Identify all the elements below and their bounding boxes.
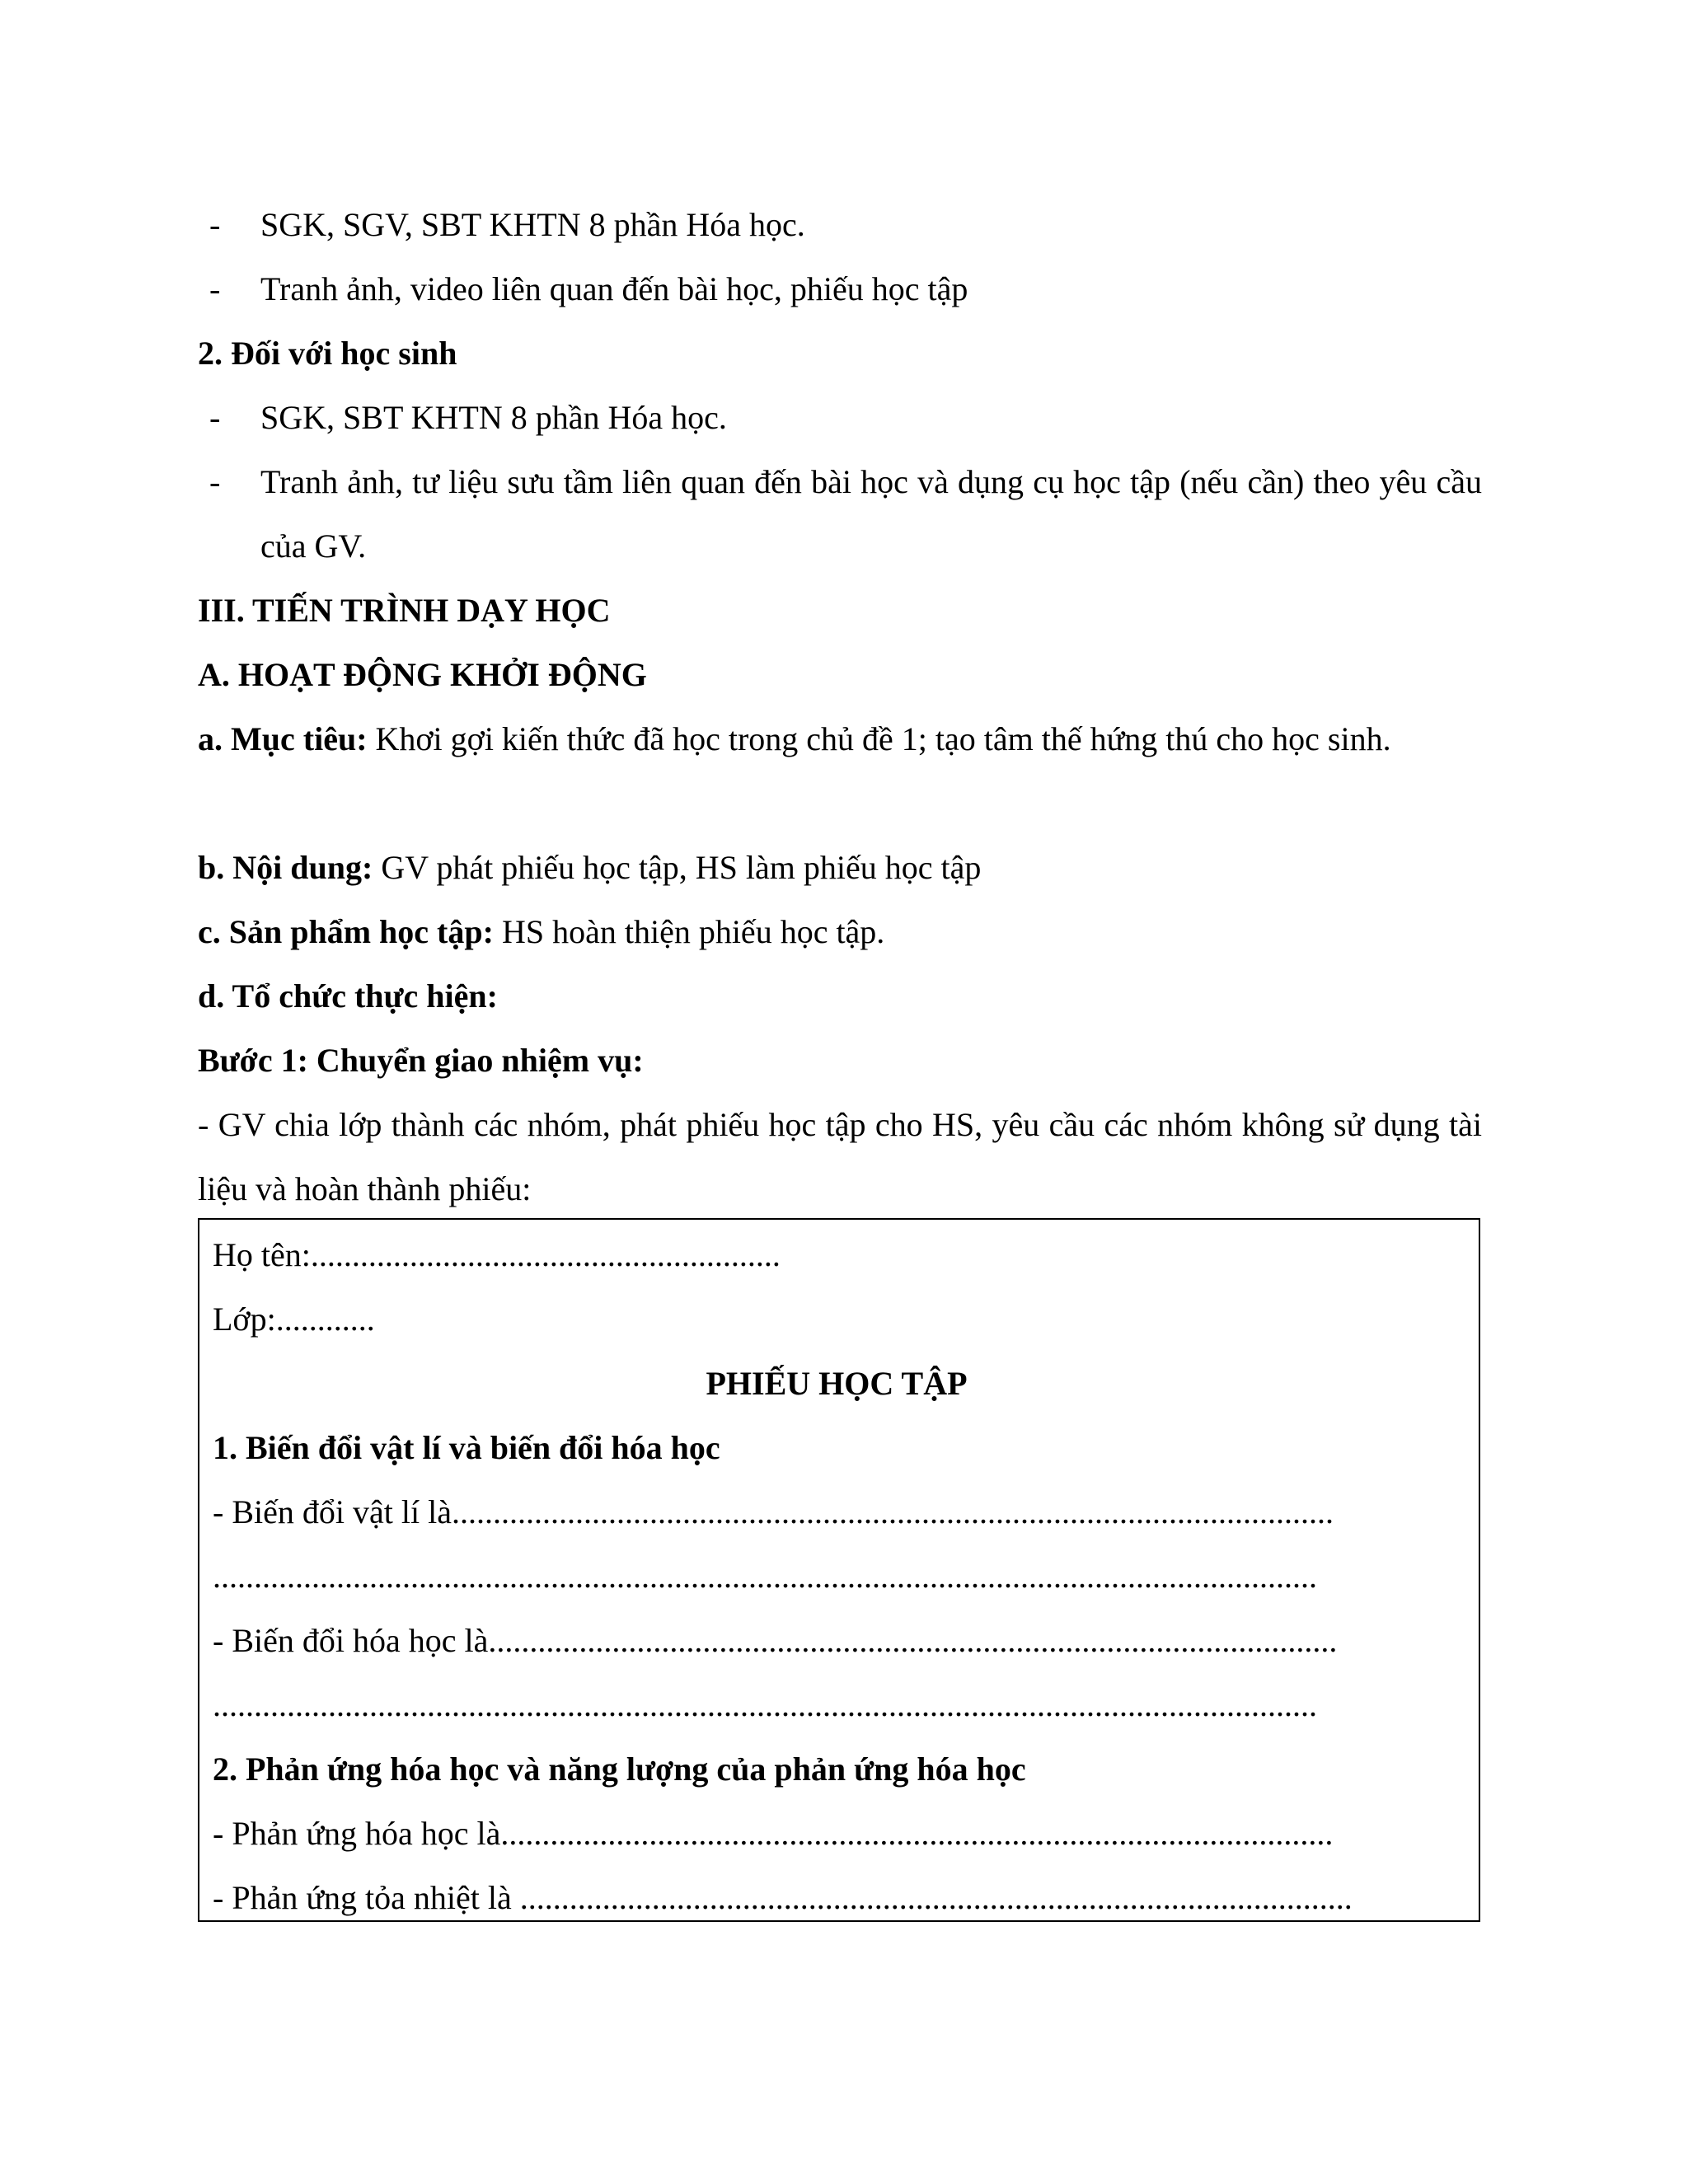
worksheet-section-2-title: 2. Phản ứng hóa học và năng lượng của phản ứng hóa học bbox=[213, 1750, 1026, 1788]
content-text: GV phát phiếu học tập, HS làm phiếu học tập bbox=[373, 849, 982, 886]
section-heading-students: 2. Đối với học sinh bbox=[198, 335, 457, 372]
blank-answer-line: ...................................................................................................................................... bbox=[213, 1686, 1317, 1723]
section-heading-a: A. HOẠT ĐỘNG KHỞI ĐỘNG bbox=[198, 656, 647, 693]
section-heading-iii: III. TIẾN TRÌNH DẠY HỌC bbox=[198, 592, 611, 629]
bullet-dash: - bbox=[209, 206, 221, 243]
step1-heading: Bước 1: Chuyển giao nhiệm vụ: bbox=[198, 1042, 644, 1079]
list-item-text: SGK, SBT KHTN 8 phần Hóa học. bbox=[260, 399, 727, 436]
class-field-line: Lớp:............ bbox=[213, 1301, 375, 1338]
worksheet-box bbox=[198, 1218, 1480, 1922]
chemical-reaction-line: - Phản ứng hóa học là..................................................................................................... bbox=[213, 1815, 1334, 1852]
chemical-change-line: - Biến đổi hóa học là....................................................................................................... bbox=[213, 1622, 1338, 1659]
list-item-text: Tranh ảnh, tư liệu sưu tầm liên quan đến bài học và dụng cụ học tập (nếu cần) theo yêu cầu của GV. bbox=[260, 463, 1482, 565]
objective-text: Khơi gợi kiến thức đã học trong chủ đề 1; tạo tâm thế hứng thú cho học sinh. bbox=[367, 720, 1391, 757]
content-paragraph bbox=[198, 836, 1482, 900]
bullet-dash: - bbox=[209, 270, 221, 307]
bullet-dash: - bbox=[209, 463, 221, 500]
document-body bbox=[198, 193, 1482, 1221]
list-item bbox=[198, 450, 1482, 579]
objective-label: a. Mục tiêu: bbox=[198, 720, 368, 757]
product-text: HS hoàn thiện phiếu học tập. bbox=[493, 913, 885, 950]
blank-answer-line: ...................................................................................................................................... bbox=[213, 1558, 1317, 1595]
exothermic-reaction-line: - Phản ứng tỏa nhiệt là ..................................................................................................... bbox=[213, 1879, 1353, 1916]
list-item bbox=[198, 193, 1482, 257]
physical-change-line: - Biến đổi vật lí là........................................................................................................... bbox=[213, 1493, 1334, 1530]
list-item-text: SGK, SGV, SBT KHTN 8 phần Hóa học. bbox=[260, 206, 805, 243]
objective-paragraph bbox=[198, 707, 1482, 836]
name-field-line: Họ tên:......................................................... bbox=[213, 1236, 781, 1273]
organization-heading: d. Tổ chức thực hiện: bbox=[198, 977, 498, 1015]
list-item-text: Tranh ảnh, video liên quan đến bài học, phiếu học tập bbox=[260, 270, 968, 307]
product-label: c. Sản phẩm học tập: bbox=[198, 913, 494, 950]
list-item bbox=[198, 386, 1482, 450]
content-label: b. Nội dung: bbox=[198, 849, 373, 886]
list-item bbox=[198, 257, 1482, 321]
step1-paragraph: - GV chia lớp thành các nhóm, phát phiếu học tập cho HS, yêu cầu các nhóm không sử dụng tài liệu và hoàn thành phiếu: bbox=[198, 1106, 1482, 1207]
worksheet-title: PHIẾU HỌC TẬP bbox=[706, 1365, 968, 1402]
worksheet-section-1-title: 1. Biến đổi vật lí và biến đổi hóa học bbox=[213, 1429, 720, 1466]
product-paragraph bbox=[198, 900, 1482, 964]
bullet-dash: - bbox=[209, 399, 221, 436]
